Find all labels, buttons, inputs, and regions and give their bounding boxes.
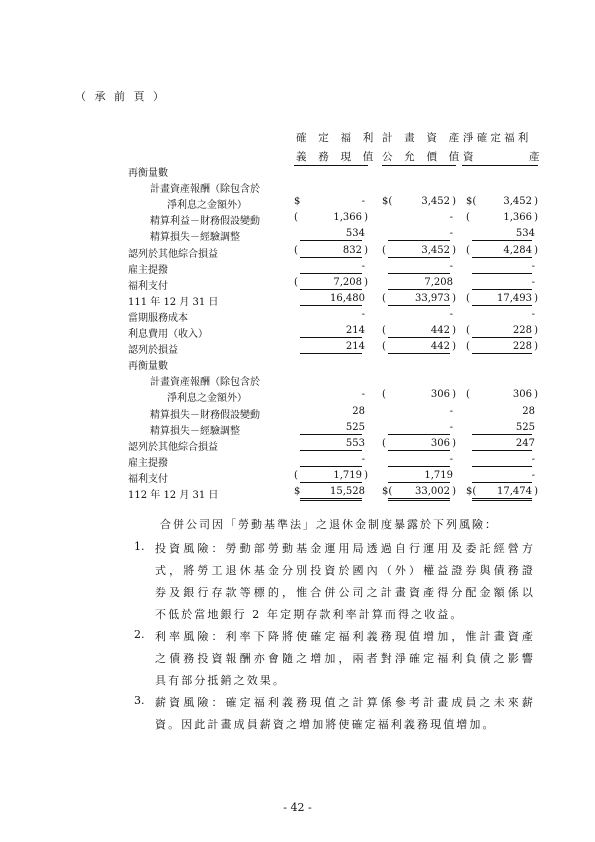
underline bbox=[300, 305, 362, 306]
cell-value: 306 bbox=[430, 437, 450, 449]
risk-text-line: 不低於當地銀行 2 年定期存款利率計算而得之收益。 bbox=[155, 608, 464, 621]
table-row bbox=[0, 275, 595, 291]
cell-c3 bbox=[466, 436, 538, 452]
dollar-sign: $( bbox=[466, 196, 477, 208]
underline bbox=[300, 273, 362, 274]
cell-value: - bbox=[531, 260, 535, 272]
open-paren: ( bbox=[382, 292, 386, 304]
table-row bbox=[0, 259, 595, 275]
open-paren: ( bbox=[294, 469, 298, 481]
row-label: 精算利益－財務假設變動 bbox=[150, 216, 260, 228]
close-paren: ) bbox=[364, 276, 368, 288]
cell-value: 1,366 bbox=[333, 212, 362, 224]
table-row bbox=[0, 420, 595, 436]
row-label: 淨利息之金額外） bbox=[167, 393, 247, 405]
open-paren: ( bbox=[294, 244, 298, 256]
cell-value: 33,002 bbox=[415, 486, 450, 497]
close-paren: ) bbox=[534, 292, 538, 304]
underline bbox=[300, 466, 362, 467]
header-col2-line1: 計 畫 資 產 bbox=[382, 132, 464, 144]
double-underline bbox=[300, 500, 362, 501]
cell-c1 bbox=[294, 387, 368, 403]
risk-text-line: 之債務投資報酬亦會隨之增加，兩者對淨確定福利負債之影響 bbox=[155, 652, 535, 665]
cell-c2 bbox=[382, 436, 456, 452]
cell-c2 bbox=[382, 452, 456, 468]
risk-text-line: 利率風險：利率下降將使確定福利義務現值增加，惟計畫資產 bbox=[155, 630, 535, 643]
cell-c1 bbox=[294, 436, 368, 452]
cell-c2 bbox=[382, 307, 456, 323]
cell-c2 bbox=[382, 484, 456, 500]
cell-value: 3,452 bbox=[421, 196, 450, 208]
cell-c1 bbox=[294, 323, 368, 339]
double-underline bbox=[388, 498, 450, 499]
row-label: 再衡量數 bbox=[128, 361, 168, 373]
table-row bbox=[0, 210, 595, 226]
close-paren: ) bbox=[452, 486, 456, 497]
cell-c2 bbox=[382, 226, 456, 242]
header-col2-line2: 公 允 價 值 bbox=[382, 151, 464, 163]
underline bbox=[300, 289, 362, 290]
underline bbox=[388, 305, 450, 306]
cell-c3 bbox=[466, 226, 538, 242]
cell-c3 bbox=[466, 259, 538, 275]
cell-c1 bbox=[294, 210, 368, 226]
cell-c1 bbox=[294, 420, 368, 436]
cell-c1 bbox=[294, 484, 368, 500]
cell-c3 bbox=[466, 468, 538, 484]
cell-value: 525 bbox=[345, 421, 365, 433]
cell-c2 bbox=[382, 291, 456, 307]
cell-value: - bbox=[531, 276, 535, 288]
risk-number: 3. bbox=[134, 694, 145, 707]
close-paren: ) bbox=[452, 292, 456, 304]
open-paren: ( bbox=[466, 341, 470, 353]
open-paren: ( bbox=[382, 341, 386, 353]
table-row bbox=[0, 339, 595, 355]
cell-value: 442 bbox=[430, 341, 450, 353]
cell-c3 bbox=[466, 291, 538, 307]
underline bbox=[300, 482, 362, 483]
underline bbox=[388, 353, 450, 354]
row-label: 福利支付 bbox=[128, 280, 168, 292]
cell-c3 bbox=[466, 404, 538, 420]
close-paren: ) bbox=[534, 325, 538, 336]
open-paren: ( bbox=[466, 244, 470, 256]
cell-c3 bbox=[466, 420, 538, 436]
cell-value: - bbox=[531, 453, 535, 465]
underline bbox=[388, 466, 450, 467]
cell-value: 7,208 bbox=[333, 276, 362, 288]
cell-value: 1,719 bbox=[424, 469, 453, 481]
cell-value: 7,208 bbox=[424, 276, 453, 288]
underline bbox=[388, 273, 450, 274]
table-row bbox=[0, 387, 595, 403]
cell-value: 15,528 bbox=[330, 486, 365, 497]
cell-value: - bbox=[449, 308, 453, 320]
open-paren: ( bbox=[294, 276, 298, 288]
close-paren: ) bbox=[452, 196, 456, 208]
cell-value: 17,474 bbox=[497, 486, 532, 497]
row-label: 淨利息之金額外） bbox=[167, 200, 247, 212]
underline bbox=[472, 434, 532, 435]
page-number: - 42 - bbox=[283, 801, 312, 814]
cell-value: - bbox=[361, 453, 365, 465]
underline bbox=[472, 337, 532, 338]
cell-c2 bbox=[382, 194, 456, 210]
risk-number: 2. bbox=[134, 628, 145, 641]
row-label: 認列於其他綜合損益 bbox=[128, 441, 218, 453]
row-label: 認列於其他綜合損益 bbox=[128, 248, 218, 260]
underline bbox=[472, 353, 532, 354]
cell-value: 214 bbox=[345, 341, 365, 353]
open-paren: ( bbox=[466, 212, 470, 224]
row-label: 雇主提撥 bbox=[128, 264, 168, 276]
cell-c3 bbox=[466, 323, 538, 339]
cell-value: 17,493 bbox=[497, 292, 532, 304]
cell-value: 832 bbox=[342, 244, 362, 256]
table-row bbox=[0, 371, 595, 387]
table-row bbox=[0, 484, 595, 500]
cell-value: - bbox=[361, 196, 365, 208]
cell-value: 247 bbox=[515, 437, 535, 449]
row-label: 111 年 12 月 31 日 bbox=[128, 296, 219, 308]
header-col3-line2: 資 產 bbox=[463, 151, 543, 163]
table-row bbox=[0, 355, 595, 371]
cell-value: 28 bbox=[522, 405, 535, 417]
row-label: 計畫資產報酬（除包含於 bbox=[150, 377, 260, 389]
row-label: 112 年 12 月 31 日 bbox=[128, 490, 219, 501]
cell-value: 214 bbox=[345, 325, 365, 336]
row-label: 再衡量數 bbox=[128, 168, 168, 179]
risk-text-line: 資。因此計畫成員薪資之增加將使確定福利義務現值增加。 bbox=[155, 718, 496, 731]
open-paren: ( bbox=[382, 389, 386, 401]
cell-value: - bbox=[361, 308, 365, 320]
cell-value: 1,719 bbox=[333, 469, 362, 481]
cell-c2 bbox=[382, 259, 456, 275]
underline bbox=[388, 450, 450, 451]
cell-value: - bbox=[449, 228, 453, 240]
open-paren: ( bbox=[382, 244, 386, 256]
close-paren: ) bbox=[452, 341, 456, 353]
cell-c2 bbox=[382, 243, 456, 259]
cell-value: - bbox=[449, 453, 453, 465]
cell-c1 bbox=[294, 259, 368, 275]
row-label: 當期服務成本 bbox=[128, 312, 188, 324]
cell-value: 306 bbox=[430, 389, 450, 401]
cell-c3 bbox=[466, 339, 538, 355]
cell-value: - bbox=[449, 405, 453, 417]
risk-intro: 合併公司因「勞動基準法」之退休金制度暴露於下列風險： bbox=[160, 518, 498, 531]
table-row bbox=[0, 243, 595, 259]
cell-value: 1,366 bbox=[503, 212, 532, 224]
dollar-sign: $( bbox=[382, 196, 393, 208]
underline bbox=[388, 434, 450, 435]
cell-value: - bbox=[531, 308, 535, 320]
cell-value: - bbox=[361, 389, 365, 401]
risk-text-line: 式，將勞工退休基金分別投資於國內（外）權益證券與債務證 bbox=[155, 564, 535, 577]
underline bbox=[300, 450, 362, 451]
cell-c2 bbox=[382, 468, 456, 484]
cell-value: - bbox=[449, 212, 453, 224]
underline bbox=[300, 353, 362, 354]
cell-c2 bbox=[382, 420, 456, 436]
row-label: 認列於損益 bbox=[128, 345, 178, 357]
cell-c1 bbox=[294, 339, 368, 355]
underline bbox=[300, 257, 362, 258]
table-row bbox=[0, 468, 595, 484]
cell-c1 bbox=[294, 275, 368, 291]
cell-value: - bbox=[531, 469, 535, 481]
cell-c3 bbox=[466, 452, 538, 468]
open-paren: ( bbox=[466, 292, 470, 304]
cell-c1 bbox=[294, 226, 368, 242]
cell-value: 4,284 bbox=[503, 244, 532, 256]
cell-c3 bbox=[466, 484, 538, 500]
cell-c1 bbox=[294, 291, 368, 307]
risk-text-line: 具有部分抵銷之效果。 bbox=[155, 674, 286, 687]
underline bbox=[472, 240, 532, 241]
open-paren: ( bbox=[382, 325, 386, 336]
table-row bbox=[0, 226, 595, 242]
underline bbox=[472, 305, 532, 306]
cell-c2 bbox=[382, 323, 456, 339]
cell-c2 bbox=[382, 275, 456, 291]
open-paren: ( bbox=[382, 437, 386, 449]
cell-value: 442 bbox=[430, 325, 450, 336]
table-row bbox=[0, 452, 595, 468]
table-row bbox=[0, 194, 595, 210]
cell-c2 bbox=[382, 210, 456, 226]
continued-note: （ 承 前 頁 ） bbox=[75, 90, 167, 103]
dollar-sign: $( bbox=[466, 486, 477, 497]
table-row bbox=[0, 162, 595, 178]
underline bbox=[472, 289, 532, 290]
header-col1-line1: 確 定 福 利 bbox=[296, 132, 378, 144]
cell-value: - bbox=[449, 421, 453, 433]
row-label: 精算損失－財務假設變動 bbox=[150, 409, 260, 421]
close-paren: ) bbox=[452, 244, 456, 256]
cell-c1 bbox=[294, 452, 368, 468]
cell-value: 3,452 bbox=[503, 196, 532, 208]
cell-value: 534 bbox=[345, 228, 365, 240]
row-label: 精算損失－經驗調整 bbox=[150, 425, 240, 437]
dollar-sign: $ bbox=[294, 486, 301, 497]
cell-value: 3,452 bbox=[421, 244, 450, 256]
cell-value: 534 bbox=[515, 228, 535, 240]
cell-value: 28 bbox=[352, 405, 365, 417]
row-label: 利息費用（收入） bbox=[128, 329, 208, 340]
double-underline bbox=[300, 498, 362, 499]
cell-value: 553 bbox=[345, 437, 365, 449]
close-paren: ) bbox=[534, 212, 538, 224]
cell-c2 bbox=[382, 339, 456, 355]
double-underline bbox=[388, 500, 450, 501]
cell-c3 bbox=[466, 307, 538, 323]
underline bbox=[388, 337, 450, 338]
close-paren: ) bbox=[534, 341, 538, 353]
table-row bbox=[0, 307, 595, 323]
underline bbox=[472, 450, 532, 451]
cell-c3 bbox=[466, 243, 538, 259]
risk-number: 1. bbox=[134, 540, 145, 553]
row-label: 雇主提撥 bbox=[128, 457, 168, 469]
underline bbox=[300, 240, 362, 241]
table-row bbox=[0, 436, 595, 452]
close-paren: ) bbox=[534, 486, 538, 497]
cell-c2 bbox=[382, 387, 456, 403]
cell-c1 bbox=[294, 468, 368, 484]
underline bbox=[388, 240, 450, 241]
cell-value: - bbox=[449, 260, 453, 272]
underline bbox=[472, 257, 532, 258]
double-underline bbox=[472, 498, 532, 499]
row-label: 計畫資產報酬（除包含於 bbox=[150, 184, 260, 196]
cell-value: - bbox=[361, 260, 365, 272]
risk-text-line: 薪資風險：確定福利義務現值之計算係參考計畫成員之未來薪 bbox=[155, 696, 535, 709]
cell-c3 bbox=[466, 210, 538, 226]
close-paren: ) bbox=[452, 389, 456, 401]
cell-value: 228 bbox=[512, 325, 532, 336]
table-row bbox=[0, 178, 595, 194]
underline bbox=[472, 466, 532, 467]
close-paren: ) bbox=[364, 212, 368, 224]
close-paren: ) bbox=[364, 244, 368, 256]
underline bbox=[300, 337, 362, 338]
double-underline bbox=[472, 500, 532, 501]
close-paren: ) bbox=[534, 196, 538, 208]
cell-c2 bbox=[382, 404, 456, 420]
close-paren: ) bbox=[452, 437, 456, 449]
close-paren: ) bbox=[364, 469, 368, 481]
row-label: 福利支付 bbox=[128, 473, 168, 485]
header-col3-line1: 淨確定福利 bbox=[463, 132, 532, 144]
cell-value: 33,973 bbox=[415, 292, 450, 304]
close-paren: ) bbox=[534, 244, 538, 256]
table-row bbox=[0, 404, 595, 420]
underline bbox=[472, 482, 532, 483]
risk-text-line: 投資風險：勞動部勞動基金運用局透過自行運用及委託經營方 bbox=[155, 542, 535, 555]
close-paren: ) bbox=[534, 389, 538, 401]
open-paren: ( bbox=[466, 389, 470, 401]
cell-value: 525 bbox=[515, 421, 535, 433]
cell-c1 bbox=[294, 243, 368, 259]
close-paren: ) bbox=[452, 325, 456, 336]
underline bbox=[300, 434, 362, 435]
open-paren: ( bbox=[294, 212, 298, 224]
cell-c3 bbox=[466, 387, 538, 403]
cell-c3 bbox=[466, 194, 538, 210]
underline bbox=[388, 289, 450, 290]
cell-value: 228 bbox=[512, 341, 532, 353]
open-paren: ( bbox=[466, 325, 470, 336]
cell-c3 bbox=[466, 275, 538, 291]
risk-text-line: 券及銀行存款等標的，惟合併公司之計畫資產得分配金額係以 bbox=[155, 586, 535, 599]
dollar-sign: $ bbox=[294, 196, 301, 208]
underline bbox=[388, 257, 450, 258]
table-row bbox=[0, 323, 595, 339]
cell-c1 bbox=[294, 194, 368, 210]
cell-value: 16,480 bbox=[330, 292, 365, 304]
cell-c1 bbox=[294, 404, 368, 420]
cell-value: 306 bbox=[512, 389, 532, 401]
underline bbox=[388, 482, 450, 483]
header-col1-line2: 義 務 現 值 bbox=[296, 151, 378, 163]
underline bbox=[472, 273, 532, 274]
row-label: 精算損失－經驗調整 bbox=[150, 232, 240, 244]
cell-c1 bbox=[294, 307, 368, 323]
dollar-sign: $( bbox=[382, 486, 393, 497]
table-row bbox=[0, 291, 595, 307]
